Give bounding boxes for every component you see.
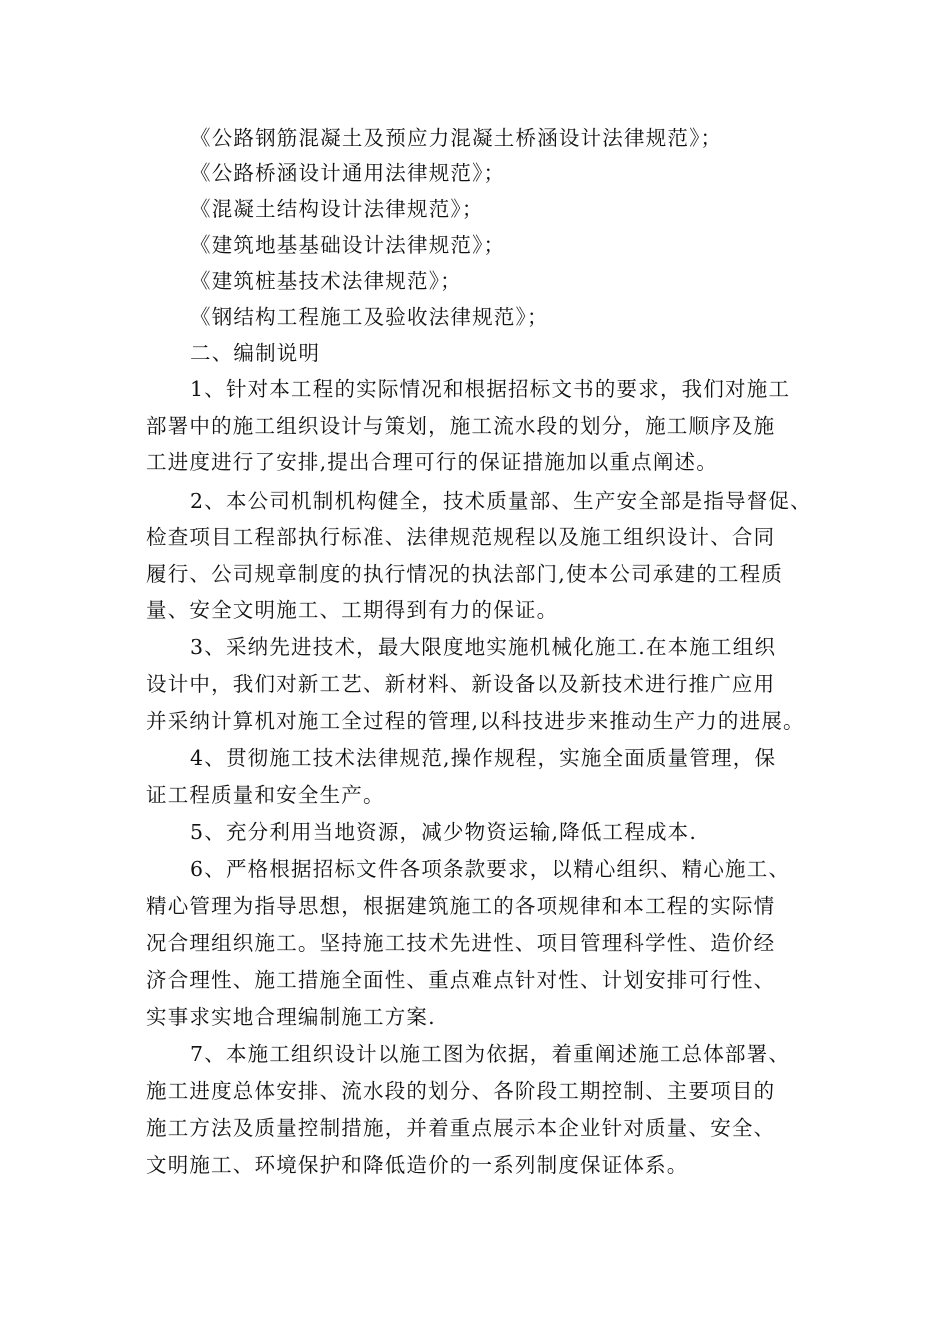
paragraph-line: 部署中的施工组织设计与策划，施工流水段的划分，施工顺序及施 xyxy=(146,414,776,438)
paragraph-line: 2、本公司机制机构健全，技术质量部、生产安全部是指导督促、 xyxy=(190,489,812,513)
paragraph-line: 施工方法及质量控制措施，并着重点展示本企业针对质量、安全、 xyxy=(146,1116,776,1140)
paragraph-line: 济合理性、施工措施全面性、重点难点针对性、计划安排可行性、 xyxy=(146,968,776,992)
paragraph-line: 5、充分利用当地资源，减少物资运输,降低工程成本. xyxy=(190,820,698,844)
paragraph-line: 量、安全文明施工、工期得到有力的保证。 xyxy=(146,598,559,622)
paragraph-line: 检查项目工程部执行标准、法律规范规程以及施工组织设计、合同 xyxy=(146,525,776,549)
paragraph-line: 1、针对本工程的实际情况和根据招标文书的要求，我们对施工 xyxy=(190,377,791,401)
paragraph-line: 精心管理为指导思想，根据建筑施工的各项规律和本工程的实际情 xyxy=(146,894,776,918)
paragraph-line: 况合理组织施工。坚持施工技术先进性、项目管理科学性、造价经 xyxy=(146,931,776,955)
standard-item: 《建筑桩基技术法律规范》； xyxy=(190,269,462,293)
paragraph-line: 3、采纳先进技术，最大限度地实施机械化施工.在本施工组织 xyxy=(190,635,777,659)
standard-item: 《建筑地基基础设计法律规范》； xyxy=(190,233,506,257)
paragraph-line: 4、贯彻施工技术法律规范,操作规程，实施全面质量管理，保 xyxy=(190,746,777,770)
paragraph-line: 6、严格根据招标文件各项条款要求，以精心组织、精心施工、 xyxy=(190,857,791,881)
section-heading: 二、编制说明 xyxy=(190,341,321,365)
standard-item: 《公路钢筋混凝土及预应力混凝土桥涵设计法律规范》； xyxy=(190,126,723,150)
paragraph-line: 施工进度总体安排、流水段的划分、各阶段工期控制、主要项目的 xyxy=(146,1079,776,1103)
paragraph-line: 文明施工、环境保护和降低造价的一系列制度保证体系。 xyxy=(146,1153,689,1177)
standard-item: 《混凝土结构设计法律规范》； xyxy=(190,197,484,221)
paragraph-line: 实事求实地合理编制施工方案. xyxy=(146,1005,436,1029)
paragraph-line: 7、本施工组织设计以施工图为依据，着重阐述施工总体部署、 xyxy=(190,1042,791,1066)
paragraph-line: 并采纳计算机对施工全过程的管理,以科技进步来推动生产力的进展。 xyxy=(146,709,805,733)
standard-item: 《钢结构工程施工及验收法律规范》； xyxy=(190,305,549,329)
paragraph-line: 证工程质量和安全生产。 xyxy=(146,783,385,807)
paragraph-line: 履行、公司规章制度的执行情况的执法部门,使本公司承建的工程质 xyxy=(146,562,784,586)
paragraph-line: 工进度进行了安排,提出合理可行的保证措施加以重点阐述。 xyxy=(146,450,718,474)
paragraph-line: 设计中，我们对新工艺、新材料、新设备以及新技术进行推广应用 xyxy=(146,672,776,696)
standard-item: 《公路桥涵设计通用法律规范》； xyxy=(190,161,506,185)
